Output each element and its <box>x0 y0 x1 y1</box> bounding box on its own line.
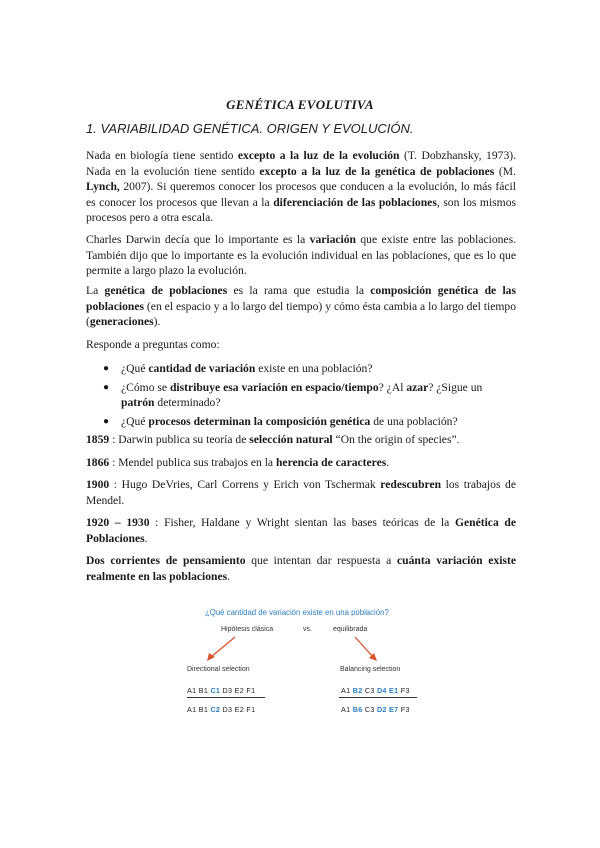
allele-label: F3 <box>400 705 410 714</box>
allele-label: B6 <box>352 705 363 714</box>
allele-label: A1 <box>341 705 351 714</box>
paragraph-two-currents: Dos corrientes de pensamiento que intentan dar respuesta a cuánta variación existe realmente en las poblaciones. <box>86 554 516 583</box>
allele-label: F1 <box>246 686 256 695</box>
paragraph-questions-intro: Responde a preguntas como: <box>86 338 220 351</box>
allele-label: A1 <box>187 705 197 714</box>
figure-left-divider <box>187 697 265 698</box>
figure-right-divider <box>339 697 417 698</box>
bullet-icon: ● <box>103 415 110 427</box>
allele-label: C3 <box>364 705 375 714</box>
figure-left-row-1 <box>187 686 255 695</box>
list-item: ● ¿Qué cantidad de variación existe en una población? <box>103 362 373 375</box>
bullet-icon: ● <box>103 381 110 393</box>
figure-question: ¿Qué cantidad de variación existe en una población? <box>205 608 389 617</box>
allele-label: C3 <box>364 686 375 695</box>
allele-label: B1 <box>198 705 209 714</box>
allele-label: C1 <box>210 686 221 695</box>
figure-balancing-label: Balancing selection <box>340 666 401 673</box>
figure-hypothesis-balanced: equilibrada <box>333 626 368 633</box>
paragraph-intro: Nada en biología tiene sentido excepto a la luz de la evolución (T. Dobzhansky, 1973). Nada en la evolución tiene sentido excepto a la luz de la genética de poblaciones (M. Lynch, 2007). Si queremos conocer los procesos que conducen a la evolución, lo más fácil es conocer los procesos que llevan a la diferenciación de las poblaciones, son los mismos procesos pero a otra escala. <box>86 149 517 224</box>
allele-label: B1 <box>198 686 209 695</box>
timeline-1920: 1920 – 1930 : Fisher, Haldane y Wright sientan las bases teóricas de la Genética de Poblaciones. <box>86 516 516 545</box>
allele-label: F1 <box>246 705 256 714</box>
bullet-icon: ● <box>103 363 110 374</box>
allele-label: E2 <box>234 686 245 695</box>
figure-left-row-2 <box>187 705 255 714</box>
arrow-right-icon <box>355 637 377 661</box>
timeline-1859: 1859 : Darwin publica su teoría de selección natural “On the origin of species”. <box>86 433 460 446</box>
allele-label: D3 <box>222 705 233 714</box>
allele-label: D2 <box>376 705 387 714</box>
timeline-1900: 1900 : Hugo DeVries, Carl Correns y Erich von Tschermak redescubren los trabajos de Mendel. <box>86 478 516 507</box>
figure-vs: vs. <box>303 626 312 633</box>
allele-label: A1 <box>341 686 351 695</box>
document-title: GENÉTICA EVOLUTIVA <box>226 97 374 112</box>
figure-hypothesis-classic: Hipótesis clásica <box>221 626 274 633</box>
list-item: ● ¿Qué procesos determinan la composición genética de una población? <box>103 414 458 428</box>
variation-figure <box>183 605 423 727</box>
allele-label: D3 <box>222 686 233 695</box>
figure-directional-label: Directional selection <box>187 666 250 673</box>
allele-label: C2 <box>210 705 221 714</box>
paragraph-population-genetics: La genética de poblaciones es la rama que estudia la composición genética de las poblaciones (en el espacio y a lo largo del tiempo) y cómo ésta cambia a lo largo del tiempo (generaciones). <box>86 284 516 328</box>
allele-label: B2 <box>352 686 363 695</box>
list-item: ● ¿Cómo se distribuye esa variación en espacio/tiempo? ¿Al azar? ¿Sigue un patrón determinado? <box>103 380 483 409</box>
figure-right-row-1 <box>341 686 410 695</box>
timeline-1866: 1866 : Mendel publica sus trabajos en la herencia de caracteres. <box>86 456 390 469</box>
question-list <box>86 361 516 432</box>
arrow-left-icon <box>207 637 235 661</box>
paragraph-darwin: Charles Darwin decía que lo importante es la variación que existe entre las poblaciones. También dijo que lo importante es la evolución individual en las poblaciones, que es lo que permite a largo plazo la evolución. <box>86 233 516 277</box>
allele-label: D4 <box>376 686 387 695</box>
allele-label: E7 <box>389 705 399 714</box>
allele-label: F3 <box>400 686 410 695</box>
allele-label: A1 <box>187 686 197 695</box>
allele-label: E1 <box>389 686 399 695</box>
figure-right-row-2 <box>341 705 410 714</box>
allele-label: E2 <box>234 705 245 714</box>
section-heading: 1. VARIABILIDAD GENÉTICA. ORIGEN Y EVOLUCIÓN. <box>86 121 414 136</box>
